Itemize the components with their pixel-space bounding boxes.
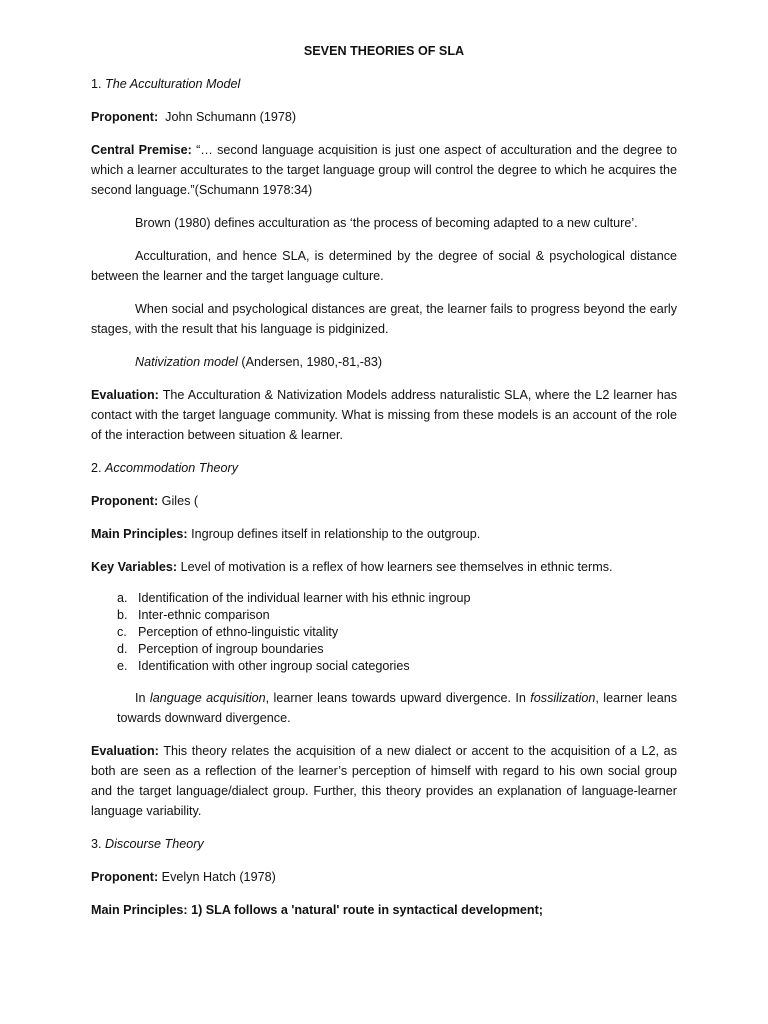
page-title: SEVEN THEORIES OF SLA [303,44,465,58]
nativization-line [91,352,677,372]
variables-text: Level of motivation is a reflex of how learners see themselves in ethnic terms. [180,560,613,574]
list-marker: a. [117,591,128,605]
evaluation-text: The Acculturation & Nativization Models address naturalistic SLA, where the L2 learner has contact with the target language community. What is missing from these models is an account of the role of the interaction between situation & learner. [91,388,677,442]
key-variables [91,557,677,577]
variables-label: Key Variables: [91,560,178,574]
list-item [117,658,677,675]
section-number: 2. [91,461,102,475]
paragraph: Brown (1980) defines acculturation as ‘the process of becoming adapted to a new culture’. [135,216,638,230]
list-text: Identification of the individual learner with his ethnic ingroup [138,591,471,605]
evaluation-label: Evaluation: [91,744,159,758]
list-text: Perception of ethno-linguistic vitality [138,625,339,639]
document-body [91,74,677,933]
section-title: The Acculturation Model [105,77,241,91]
proponent-value: John Schumann (1978) [165,110,297,124]
principles-label: Main Principles: [91,527,188,541]
list-text: Identification with other ingroup social categories [138,659,410,673]
list-text: Inter-ethnic comparison [138,608,270,622]
proponent-line [91,107,677,127]
proponent-label: Proponent: [91,110,159,124]
nativization-term: Nativization model [135,355,238,369]
principles-label: Main Principles: [91,903,188,917]
paragraph: Acculturation, and hence SLA, is determined by the degree of social & psychological distance between the learner and the target language culture. [91,249,677,283]
main-principles [91,524,677,544]
paragraph: When social and psychological distances are great, the learner fails to progress beyond the early stages, with the result that his language is pidginized. [91,302,677,336]
proponent-label: Proponent: [91,870,159,884]
proponent-label: Proponent: [91,494,159,508]
text-run: , learner leans towards downward divergence. [117,691,677,725]
premise-label: Central Premise: [91,143,192,157]
language-acquisition-term: language acquisition [149,691,266,705]
list-item [117,590,677,607]
list-marker: e. [117,659,128,673]
list-marker: b. [117,608,128,622]
section-title: Accommodation Theory [105,461,239,475]
principles-text: Ingroup defines itself in relationship to the outgroup. [191,527,481,541]
premise-text: “… second language acquisition is just one aspect of acculturation and the degree to which a learner acculturates to the target language group will control the degree to which he acquires the second language.”(Schumann 1978:34) [91,143,678,197]
evaluation [91,385,677,445]
nativization-ref: (Andersen, 1980,-81,-83) [241,355,383,369]
evaluation-text: This theory relates the acquisition of a new dialect or accent to the acquisition of a L2, as both are seen as a reflection of the learner’s perception of himself with regard to his own social group and the target language/dialect group. Further, this theory provides an explanation of language-learner language variability. [91,744,677,818]
section-heading-1 [91,74,677,94]
list-item [117,624,677,641]
list-item [117,641,677,658]
central-premise [91,140,677,200]
proponent-value: Giles ( [161,494,199,508]
section-number: 3. [91,837,102,851]
section-heading-2 [91,458,677,478]
proponent-line [91,491,677,511]
principles-text: 1) SLA follows a 'natural' route in syntactical development; [191,903,543,917]
main-principles [91,900,677,920]
list-marker: d. [117,642,128,656]
proponent-line [91,867,677,887]
list-item [117,607,677,624]
divergence-paragraph [91,688,677,728]
list-text: Perception of ingroup boundaries [138,642,324,656]
evaluation [91,741,677,821]
text-run: , learner leans towards upward divergence. In [265,691,526,705]
proponent-value: Evelyn Hatch (1978) [161,870,276,884]
section-title: Discourse Theory [105,837,204,851]
section-number: 1. [91,77,102,91]
text-run: In [135,691,146,705]
variables-list [91,590,677,675]
list-marker: c. [117,625,127,639]
evaluation-label: Evaluation: [91,388,159,402]
section-heading-3 [91,834,677,854]
fossilization-term: fossilization [530,691,596,705]
